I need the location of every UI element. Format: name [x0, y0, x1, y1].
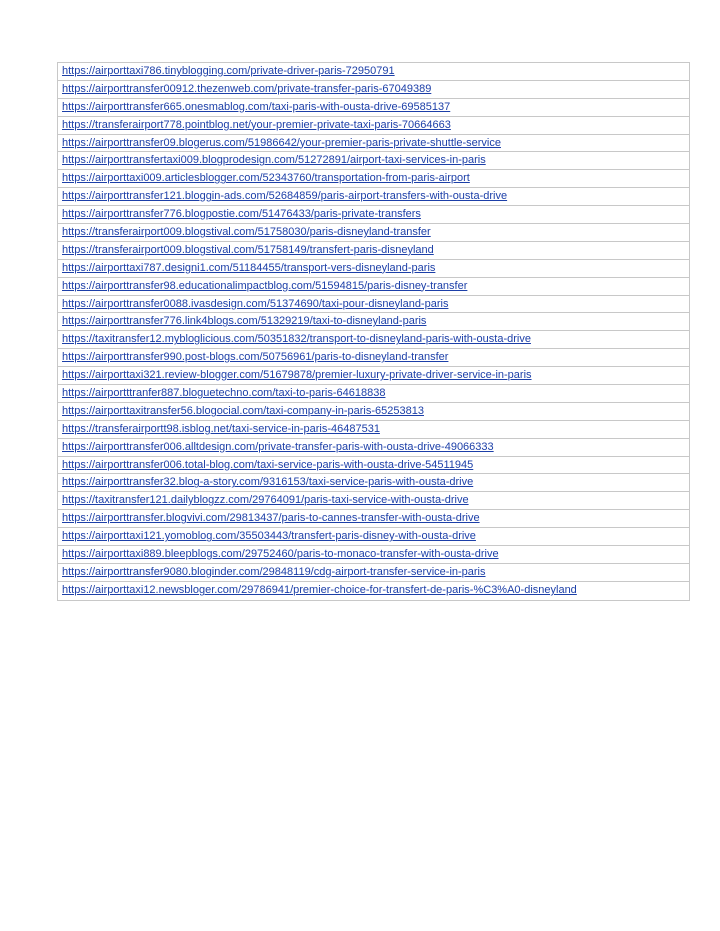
table-row: [58, 296, 689, 314]
table-row: [58, 188, 689, 206]
table-row: [58, 331, 689, 349]
table-row: [58, 313, 689, 331]
table-row: [58, 206, 689, 224]
table-row: [58, 510, 689, 528]
link-5[interactable]: https://airporttransfertaxi009.blogprodesign.com/51272891/airport-taxi-services-in-paris: [62, 154, 486, 167]
table-row: [58, 170, 689, 188]
table-row: [58, 260, 689, 278]
link-15[interactable]: https://taxitransfer12.mybloglicious.com/50351832/transport-to-disneyland-paris-with-ousta-drive: [62, 333, 531, 346]
link-25[interactable]: https://airporttransfer.blogvivi.com/29813437/paris-to-cannes-transfer-with-ousta-drive: [62, 512, 480, 525]
link-9[interactable]: https://transferairport009.blogstival.com/51758030/paris-disneyland-transfer: [62, 225, 431, 238]
link-26[interactable]: https://airporttaxi121.yomoblog.com/35503443/transfert-paris-disney-with-ousta-drive: [62, 530, 476, 543]
table-row: [58, 81, 689, 99]
table-row: [58, 564, 689, 582]
link-2[interactable]: https://airporttransfer665.onesmablog.com/taxi-paris-with-ousta-drive-69585137: [62, 100, 451, 113]
table-row: [58, 582, 689, 600]
table-row: [58, 421, 689, 439]
link-24[interactable]: https://taxitransfer121.dailyblogzz.com/29764091/paris-taxi-service-with-ousta-drive: [62, 494, 469, 507]
link-28[interactable]: https://airporttransfer9080.bloginder.com/29848119/cdg-airport-transfer-service-in-paris: [62, 565, 486, 578]
table-row: [58, 492, 689, 510]
table-row: [58, 403, 689, 421]
table-row: [58, 63, 689, 81]
table-row: [58, 349, 689, 367]
link-11[interactable]: https://airporttaxi787.designi1.com/51184455/transport-vers-disneyland-paris: [62, 261, 436, 274]
link-27[interactable]: https://airporttaxi889.bleepblogs.com/29752460/paris-to-monaco-transfer-with-ousta-drive: [62, 547, 499, 560]
link-16[interactable]: https://airporttransfer990.post-blogs.com/50756961/paris-to-disneyland-transfer: [62, 351, 449, 364]
table-row: [58, 457, 689, 475]
link-6[interactable]: https://airporttaxi009.articlesblogger.com/52343760/transportation-from-paris-airport: [62, 172, 470, 185]
link-7[interactable]: https://airporttransfer121.bloggin-ads.com/52684859/paris-airport-transfers-with-ousta-drive: [62, 190, 508, 203]
table-row: [58, 117, 689, 135]
link-3[interactable]: https://transferairport778.pointblog.net/your-premier-private-taxi-paris-70664663: [62, 118, 451, 131]
link-20[interactable]: https://transferairportt98.isblog.net/taxi-service-in-paris-46487531: [62, 422, 380, 435]
link-18[interactable]: https://airportttranfer887.bloguetechno.com/taxi-to-paris-64618838: [62, 386, 386, 399]
link-4[interactable]: https://airporttransfer09.blogerus.com/51986642/your-premier-paris-private-shuttle-service: [62, 136, 501, 149]
table-row: [58, 546, 689, 564]
table-row: [58, 242, 689, 260]
table-row: [58, 99, 689, 117]
link-table: [57, 62, 690, 601]
link-17[interactable]: https://airporttaxi321.review-blogger.com/51679878/premier-luxury-private-driver-service-in-paris: [62, 369, 532, 382]
link-29[interactable]: https://airporttaxi12.newsbloger.com/29786941/premier-choice-for-transfert-de-paris-%C3%A0-disneyland: [62, 584, 577, 597]
link-14[interactable]: https://airporttransfer776.link4blogs.com/51329219/taxi-to-disneyland-paris: [62, 315, 427, 328]
table-row: [58, 528, 689, 546]
link-22[interactable]: https://airporttransfer006.total-blog.com/taxi-service-paris-with-ousta-drive-54511945: [62, 458, 474, 471]
table-row: [58, 152, 689, 170]
table-row: [58, 224, 689, 242]
link-10[interactable]: https://transferairport009.blogstival.com/51758149/transfert-paris-disneyland: [62, 243, 434, 256]
link-23[interactable]: https://airporttransfer32.blog-a-story.com/9316153/taxi-service-paris-with-ousta-drive: [62, 476, 474, 489]
link-19[interactable]: https://airporttaxitransfer56.blogocial.com/taxi-company-in-paris-65253813: [62, 404, 424, 417]
table-row: [58, 278, 689, 296]
table-row: [58, 385, 689, 403]
table-row: [58, 135, 689, 153]
link-8[interactable]: https://airporttransfer776.blogpostie.com/51476433/paris-private-transfers: [62, 208, 421, 221]
table-row: [58, 367, 689, 385]
link-13[interactable]: https://airporttransfer0088.ivasdesign.com/51374690/taxi-pour-disneyland-paris: [62, 297, 449, 310]
table-row: [58, 439, 689, 457]
link-12[interactable]: https://airporttransfer98.educationalimpactblog.com/51594815/paris-disney-transfer: [62, 279, 468, 292]
table-row: [58, 474, 689, 492]
link-0[interactable]: https://airporttaxi786.tinyblogging.com/private-driver-paris-72950791: [62, 64, 395, 77]
link-21[interactable]: https://airporttransfer006.alltdesign.com/private-transfer-paris-with-ousta-drive-49066333: [62, 440, 494, 453]
link-1[interactable]: https://airporttransfer00912.thezenweb.com/private-transfer-paris-67049389: [62, 82, 432, 95]
